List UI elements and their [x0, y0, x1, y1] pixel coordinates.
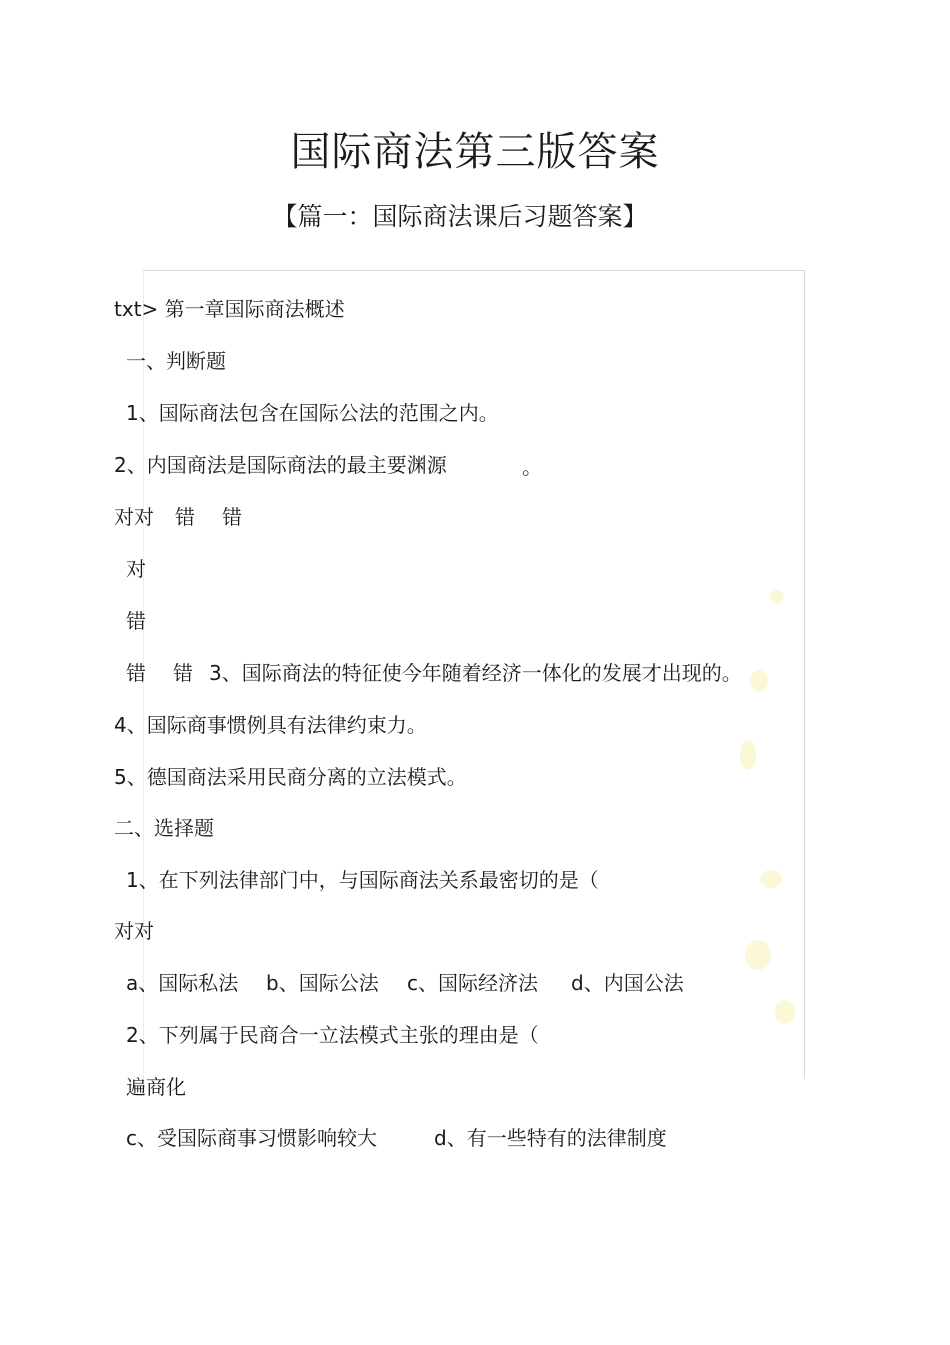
answer-text: 错 — [222, 505, 242, 529]
section-heading: 二、选择题 — [114, 816, 214, 840]
question-punctuation: 。 — [522, 455, 542, 479]
answer-text: 对对 — [114, 919, 154, 943]
section-heading: 一、判断题 — [126, 349, 226, 373]
option-b: b、国际公法 — [266, 971, 379, 995]
question-text: 4、国际商事惯例具有法律约束力。 — [114, 713, 427, 737]
answer-text: 对 — [126, 557, 146, 581]
document-subtitle: 【篇一：国际商法课后习题答案】 — [272, 202, 648, 231]
document-title: 国际商法第三版答案 — [290, 129, 660, 175]
speck — [775, 1000, 795, 1024]
option-d: d、有一些特有的法律制度 — [434, 1126, 667, 1150]
option-a: a、国际私法 — [126, 971, 239, 995]
answer-text: 错 — [175, 505, 195, 529]
question-text: 2、内国商法是国际商法的最主要渊源 — [114, 453, 447, 477]
speck — [760, 870, 782, 888]
question-text: 1、在下列法律部门中，与国际商法关系最密切的是（ — [126, 868, 599, 892]
question-text: 3、国际商法的特征使今年随着经济一体化的发展才出现的。 — [209, 661, 742, 685]
speck — [745, 940, 771, 970]
speck — [750, 670, 768, 692]
option-c: c、国际经济法 — [407, 971, 538, 995]
question-text: 5、德国商法采用民商分离的立法模式。 — [114, 765, 467, 789]
option-d: d、内国公法 — [571, 971, 684, 995]
option-c: c、受国际商事习惯影响较大 — [126, 1126, 377, 1150]
question-text: 2、下列属于民商合一立法模式主张的理由是（ — [126, 1023, 539, 1047]
answer-text: 错 — [173, 661, 193, 685]
answer-text: 对对 — [114, 505, 154, 529]
answer-text: 错 — [126, 609, 146, 633]
background-specks — [730, 580, 820, 1060]
chapter-heading: txt> 第一章国际商法概述 — [114, 297, 345, 321]
speck — [770, 590, 784, 604]
question-text: 1、国际商法包含在国际公法的范围之内。 — [126, 401, 499, 425]
speck — [740, 740, 756, 770]
answer-text: 错 — [126, 661, 146, 685]
option-text: 遍商化 — [126, 1075, 186, 1099]
